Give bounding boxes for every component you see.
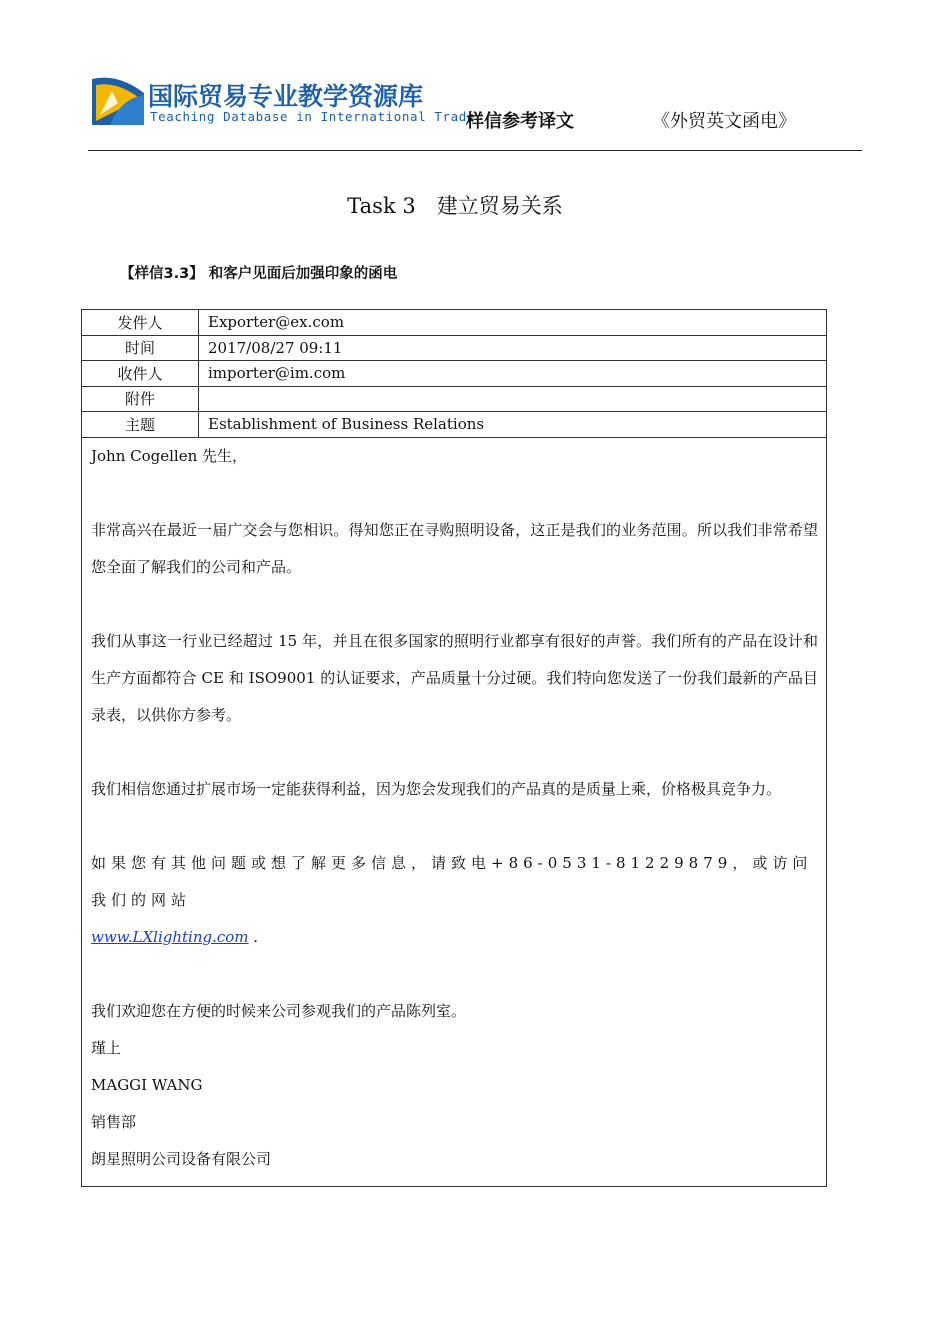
paragraph-4	[91, 845, 818, 919]
paragraph-2: 我们从事这一行业已经超过 15 年，并且在很多国家的照明行业都享有很好的声誉。我们所有的产品在设计和生产方面都符合 CE 和 ISO9001 的认证要求，产品质量十分过硬。我们特向您发送了一份我们最新的产品目录表，以供你方参考。	[91, 631, 818, 724]
signer-company: 朗星照明公司设备有限公司	[91, 1149, 272, 1168]
header-label: 样信参考译文	[466, 111, 574, 132]
meta-key: 附件	[82, 386, 199, 412]
signer-name: MAGGI WANG	[91, 1075, 203, 1094]
meta-key: 发件人	[82, 310, 199, 335]
logo	[90, 67, 476, 127]
email-box	[81, 309, 827, 1187]
meta-row-sender	[82, 310, 826, 335]
meta-value	[199, 386, 827, 412]
paragraph-5: 我们欢迎您在方便的时候来公司参观我们的产品陈列室。	[91, 1001, 467, 1020]
website-line-end: .	[248, 927, 259, 946]
header-book-title: 《外贸英文函电》	[652, 111, 796, 132]
website-link[interactable]: www.LXlighting.com	[91, 927, 249, 946]
logo-emblem-icon	[90, 69, 146, 127]
letter-subtitle: 【样信3.3】 和客户见面后加强印象的函电	[120, 266, 398, 282]
paragraph-1: 非常高兴在最近一届广交会与您相识。得知您正在寻购照明设备，这正是我们的业务范围。所以我们非常希望您全面了解我们的公司和产品。	[91, 520, 818, 576]
page-title: Task 3 建立贸易关系	[347, 194, 563, 218]
paragraph-3: 我们相信您通过扩展市场一定能获得利益，因为您会发现我们的产品真的是质量上乘，价格极具竞争力。	[91, 779, 782, 798]
salutation: John Cogellen 先生，	[91, 446, 248, 465]
meta-row-recipient	[82, 361, 826, 387]
logo-text-cn: 国际贸易专业教学资源库	[148, 82, 424, 111]
meta-value: Exporter@ex.com	[199, 310, 827, 335]
meta-value: 2017/08/27 09:11	[199, 335, 827, 361]
meta-row-time	[82, 335, 826, 361]
meta-value: importer@im.com	[199, 361, 827, 387]
website-line	[91, 919, 818, 956]
meta-row-attachment	[82, 386, 826, 412]
meta-key: 主题	[82, 412, 199, 438]
meta-row-subject	[82, 412, 826, 438]
meta-value: Establishment of Business Relations	[199, 412, 827, 438]
contact-text: 如果您有其他问题或想了解更多信息，请致电+86-0531-81229879，或访问我们的网站	[91, 853, 813, 909]
meta-key: 时间	[82, 335, 199, 361]
header-divider	[88, 150, 862, 151]
email-meta-table	[82, 310, 826, 438]
email-body	[82, 438, 826, 1178]
signer-department: 销售部	[91, 1112, 137, 1131]
closing: 瑾上	[91, 1038, 122, 1057]
logo-text-en: Teaching Database in International Trade	[150, 109, 476, 124]
meta-key: 收件人	[82, 361, 199, 387]
